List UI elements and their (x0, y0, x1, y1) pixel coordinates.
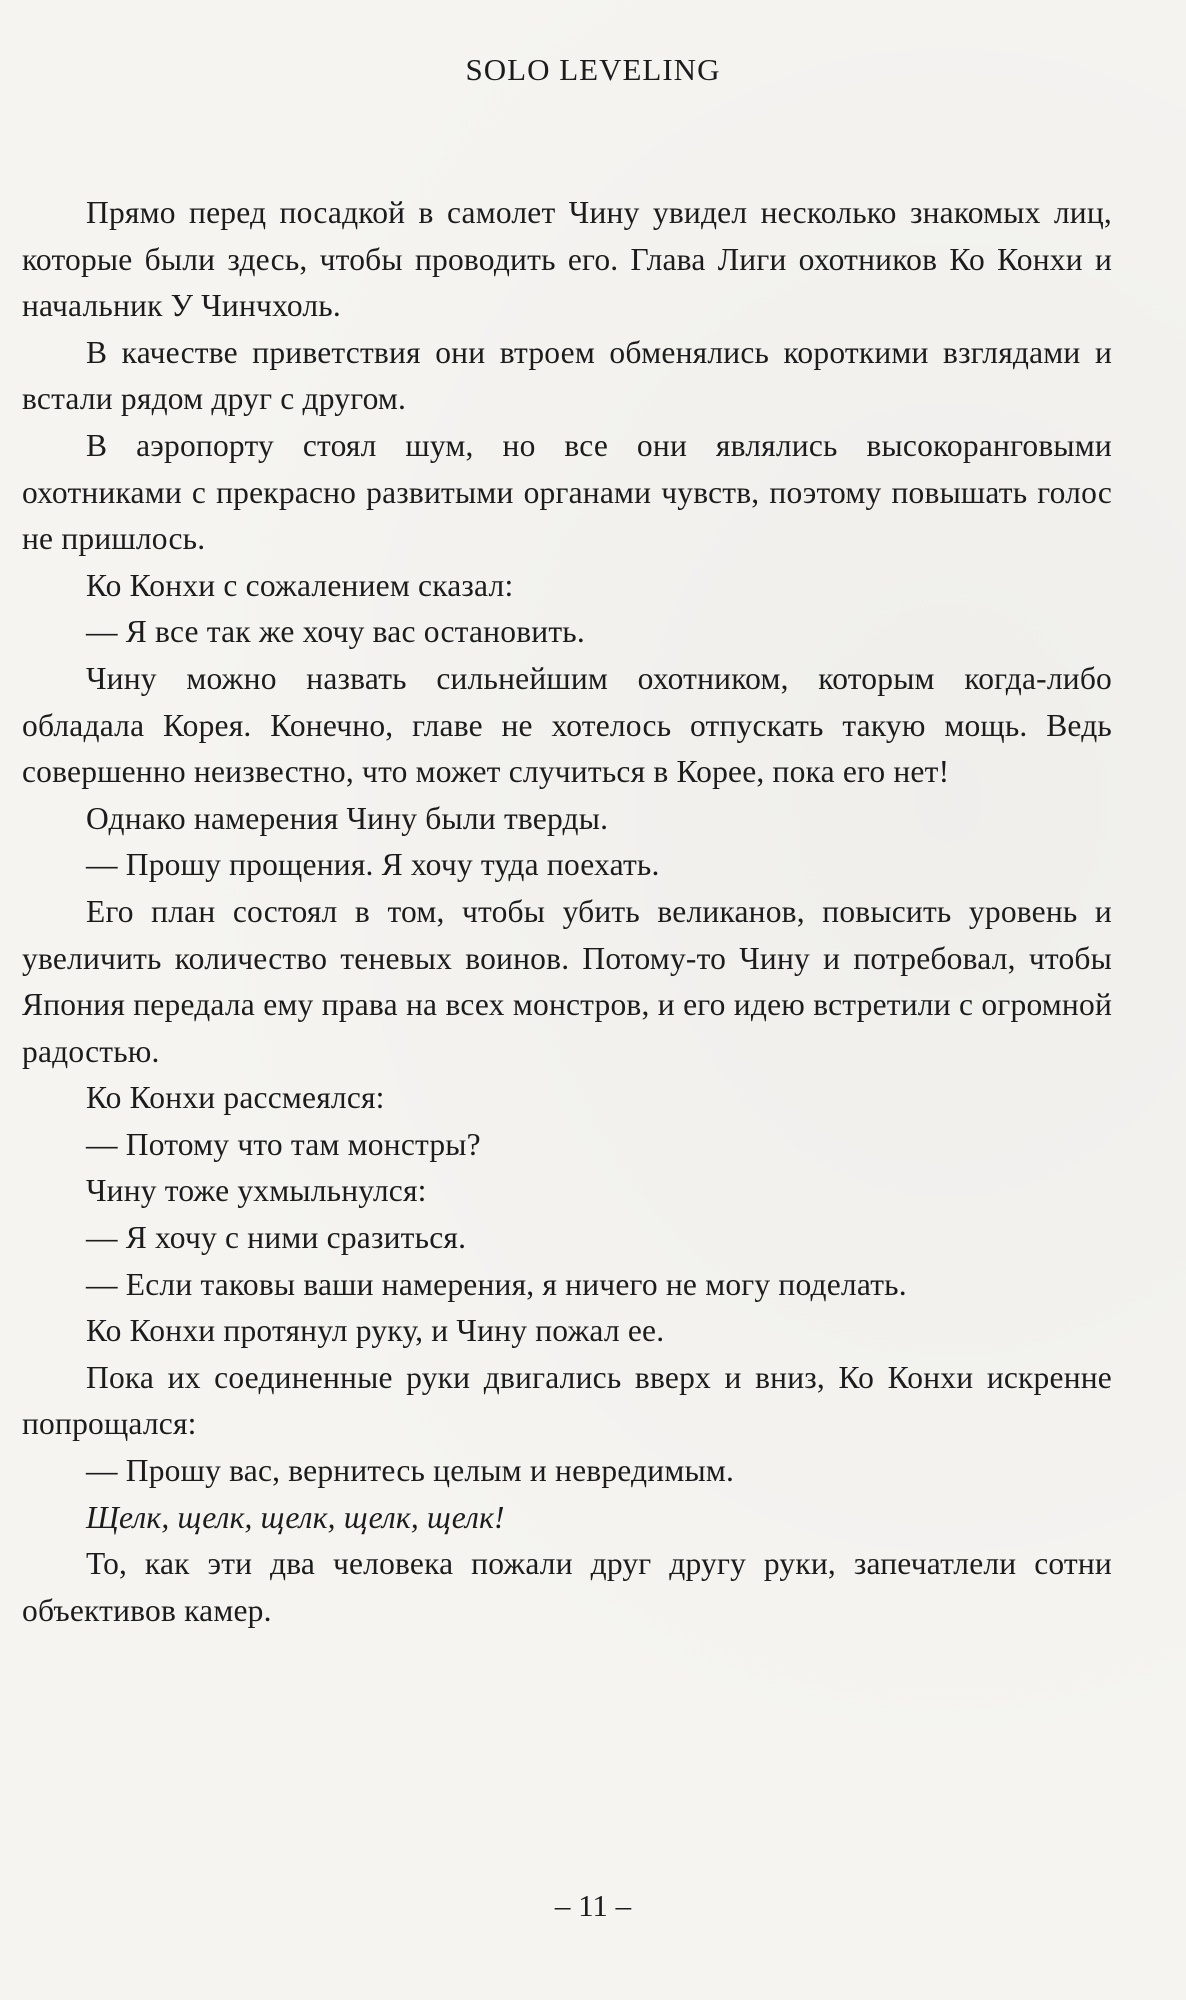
paragraph: Пока их соединенные руки двигались вверх и вниз, Ко Конхи искренне попрощался: (22, 1359, 1112, 1442)
paragraph: Чину тоже ухмыльнулся: (86, 1173, 427, 1209)
paragraph: — Прошу вас, вернитесь целым и невредимым. (86, 1453, 735, 1489)
paragraph: Однако намерения Чину были тверды. (86, 800, 609, 836)
paragraph: Ко Конхи рассмеялся: (86, 1080, 385, 1116)
paragraph: — Если таковы ваши намерения, я ничего не могу поделать. (86, 1266, 907, 1302)
paragraph: В аэропорту стоял шум, но все они являлись высокоранговыми охотниками с прекрасно развитыми органами чувств, поэтому повышать голос не пришлось. (22, 427, 1112, 557)
paragraph: Чину можно назвать сильнейшим охотником, которым когда-либо обладала Корея. Конечно, главе не хотелось отпускать такую мощь. Ведь совершенно неизвестно, что может случиться в Корее, пока его нет! (22, 660, 1112, 790)
paragraph: Его план состоял в том, чтобы убить великанов, повысить уровень и увеличить количество теневых воинов. Потому-то Чину и потребовал, чтобы Япония передала ему права на всех монстров, и его идею встретили с огромной радостью. (22, 893, 1112, 1069)
page-number: – 11 – (554, 1888, 632, 1923)
paragraph: — Я хочу с ними сразиться. (86, 1220, 467, 1256)
paragraph: Ко Конхи протянул руку, и Чину пожал ее. (86, 1313, 665, 1349)
paragraph: — Прошу прощения. Я хочу туда поехать. (86, 847, 660, 883)
paragraph: Щелк, щелк, щелк, щелк, щелк! (86, 1499, 505, 1535)
paragraph: То, как эти два человека пожали друг другу руки, запечатлели сотни объективов камер. (22, 1546, 1112, 1628)
running-head: SOLO LEVELING (465, 52, 721, 87)
paragraph: — Потому что там монстры? (86, 1126, 481, 1162)
paragraph: — Я все так же хочу вас остановить. (86, 614, 585, 650)
paragraph: Прямо перед посадкой в самолет Чину увидел несколько знакомых лиц, которые были здесь, чтобы проводить его. Глава Лиги охотников Ко Конхи и начальник У Чинчхоль. (22, 195, 1112, 324)
paragraph: Ко Конхи с сожалением сказал: (86, 567, 514, 603)
paragraph: В качестве приветствия они втроем обменялись короткими взглядами и встали рядом друг с другом. (22, 334, 1112, 417)
body-text (22, 190, 1112, 1634)
